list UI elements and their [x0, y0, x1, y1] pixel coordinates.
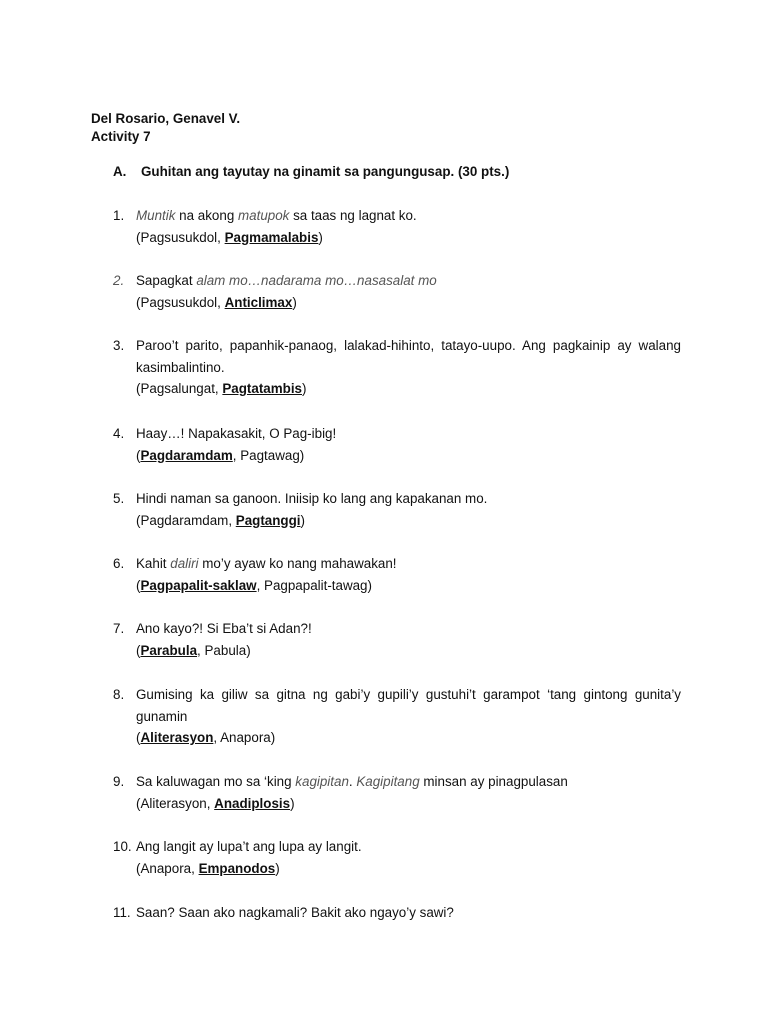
paren: )	[290, 795, 295, 811]
choice-option: Pagsusukdol	[140, 229, 218, 245]
choice-line	[136, 227, 681, 249]
question-item	[113, 335, 681, 400]
sentence-text: minsan ay pinagpulasan	[419, 774, 568, 789]
separator: ,	[214, 381, 223, 396]
item-sentence: Haay…! Napakasakit, O Pag-ibig!	[136, 426, 337, 441]
item-number: 1.	[113, 208, 125, 223]
chosen-answer: Anadiplosis	[214, 795, 291, 811]
paren: (	[136, 730, 141, 745]
item-number: 9.	[113, 774, 125, 789]
choice-option: Pabula	[204, 642, 247, 658]
choice-option: Pagtawag	[240, 447, 300, 463]
choice-line	[136, 575, 681, 597]
paren: )	[302, 381, 307, 396]
question-item	[113, 270, 681, 313]
item-sentence: Saan? Saan ako nagkamali? Bakit ako ngayo’y sawi?	[136, 905, 454, 920]
choice-option: Anapora	[220, 730, 271, 745]
document-header	[91, 110, 240, 146]
paren: (	[136, 381, 141, 396]
question-item	[113, 205, 681, 248]
item-number: 4.	[113, 426, 125, 441]
choice-option: Pagdaramdam	[140, 512, 229, 528]
paren: )	[292, 294, 297, 310]
choice-line	[136, 793, 681, 815]
paren: )	[299, 447, 305, 463]
figurative-word: Kagipitang	[356, 774, 420, 789]
paren: )	[300, 512, 305, 528]
separator: ,	[217, 294, 225, 310]
choice-line	[136, 510, 681, 532]
choice-line	[136, 292, 681, 314]
item-number: 5.	[113, 491, 125, 506]
paren: (	[136, 577, 141, 593]
sentence-text: na akong	[175, 208, 238, 223]
item-sentence	[136, 553, 681, 575]
sentence-text: mo’y ayaw ko nang mahawakan!	[198, 556, 397, 571]
choice-option: Pagsalungat	[140, 381, 215, 396]
item-sentence: Gumising ka giliw sa gitna ng gabi’y gupili’y gustuhi’t garampot ‘tang gintong gunita’y gunamin	[136, 687, 681, 724]
choice-option: Pagpapalit-tawag	[264, 577, 368, 593]
item-number: 3.	[113, 338, 125, 353]
chosen-answer: Anticlimax	[224, 294, 293, 310]
item-number: 6.	[113, 556, 125, 571]
section-instruction: Guhitan ang tayutay na ginamit sa pangungusap. (30 pts.)	[141, 164, 510, 179]
separator: ,	[213, 730, 221, 745]
paren: )	[246, 642, 251, 658]
section-heading	[113, 164, 509, 179]
figurative-word: kagipitan	[295, 774, 349, 789]
separator: ,	[256, 577, 265, 593]
chosen-answer: Pagtatambis	[222, 381, 302, 396]
paren: (	[136, 512, 141, 528]
choice-line	[136, 858, 681, 880]
question-item	[113, 684, 681, 749]
paren: (	[136, 795, 141, 811]
paren: )	[367, 577, 372, 593]
chosen-answer: Empanodos	[198, 860, 276, 876]
question-item	[113, 488, 681, 531]
sentence-text: sa taas ng lagnat ko.	[289, 208, 417, 223]
sentence-text: Sapagkat	[136, 273, 197, 288]
student-name: Del Rosario, Genavel V.	[91, 111, 241, 126]
choice-line	[136, 727, 681, 749]
question-item	[113, 836, 681, 879]
separator: ,	[206, 795, 215, 811]
item-number: 2.	[113, 273, 125, 288]
item-number: 7.	[113, 621, 125, 636]
question-item	[113, 902, 681, 924]
item-number: 10.	[113, 839, 132, 854]
paren: (	[136, 294, 141, 310]
sentence-text: Kahit	[136, 556, 171, 571]
choice-line	[136, 445, 681, 467]
item-sentence: Hindi naman sa ganoon. Iniisip ko lang ang kapakanan mo.	[136, 491, 488, 506]
figurative-word: matupok	[238, 208, 290, 223]
sentence-text: Sa kaluwagan mo sa ‘king	[136, 774, 296, 789]
chosen-answer: Pagmamalabis	[224, 229, 319, 245]
separator: ,	[197, 642, 205, 658]
figurative-word: daliri	[170, 556, 199, 571]
question-item	[113, 553, 681, 596]
question-item	[113, 423, 681, 466]
paren: (	[136, 860, 141, 876]
item-sentence	[136, 270, 681, 292]
paren: )	[275, 860, 280, 876]
question-item	[113, 771, 681, 814]
figurative-word: alam mo…nadarama mo…nasasalat mo	[196, 273, 437, 288]
separator: ,	[191, 860, 199, 876]
paren: (	[136, 642, 141, 658]
activity-title: Activity 7	[91, 129, 151, 144]
choice-option: Aliterasyon	[140, 795, 207, 811]
item-sentence	[136, 205, 681, 227]
item-number: 11.	[113, 905, 131, 920]
paren: )	[270, 730, 276, 745]
paren: (	[136, 447, 141, 463]
item-sentence	[136, 771, 681, 793]
figurative-word: Muntik	[136, 208, 176, 223]
choice-line	[136, 378, 681, 400]
separator: ,	[217, 229, 225, 245]
separator: ,	[228, 512, 236, 528]
item-sentence: Paroo’t parito, papanhik-panaog, lalakad-hihinto, tatayo-uupo. Ang pagkainip ay walang kasimbalintino.	[136, 338, 681, 375]
chosen-answer: Pagpapalit-saklaw	[140, 577, 257, 593]
item-sentence: Ano kayo?! Si Eba’t si Adan?!	[136, 621, 312, 636]
section-letter: A.	[113, 164, 127, 179]
separator: ,	[232, 447, 241, 463]
paren: (	[136, 229, 141, 245]
choice-line	[136, 640, 681, 662]
paren: )	[318, 229, 323, 245]
sentence-text: .	[348, 774, 357, 789]
choice-option: Pagsusukdol	[140, 294, 218, 310]
chosen-answer: Aliterasyon	[140, 730, 214, 745]
chosen-answer: Pagdaramdam	[140, 447, 233, 463]
item-sentence: Ang langit ay lupa’t ang lupa ay langit.	[136, 839, 362, 854]
chosen-answer: Pagtanggi	[235, 512, 301, 528]
question-item	[113, 618, 681, 661]
choice-option: Anapora	[140, 860, 192, 876]
item-number: 8.	[113, 687, 125, 702]
chosen-answer: Parabula	[140, 642, 198, 658]
